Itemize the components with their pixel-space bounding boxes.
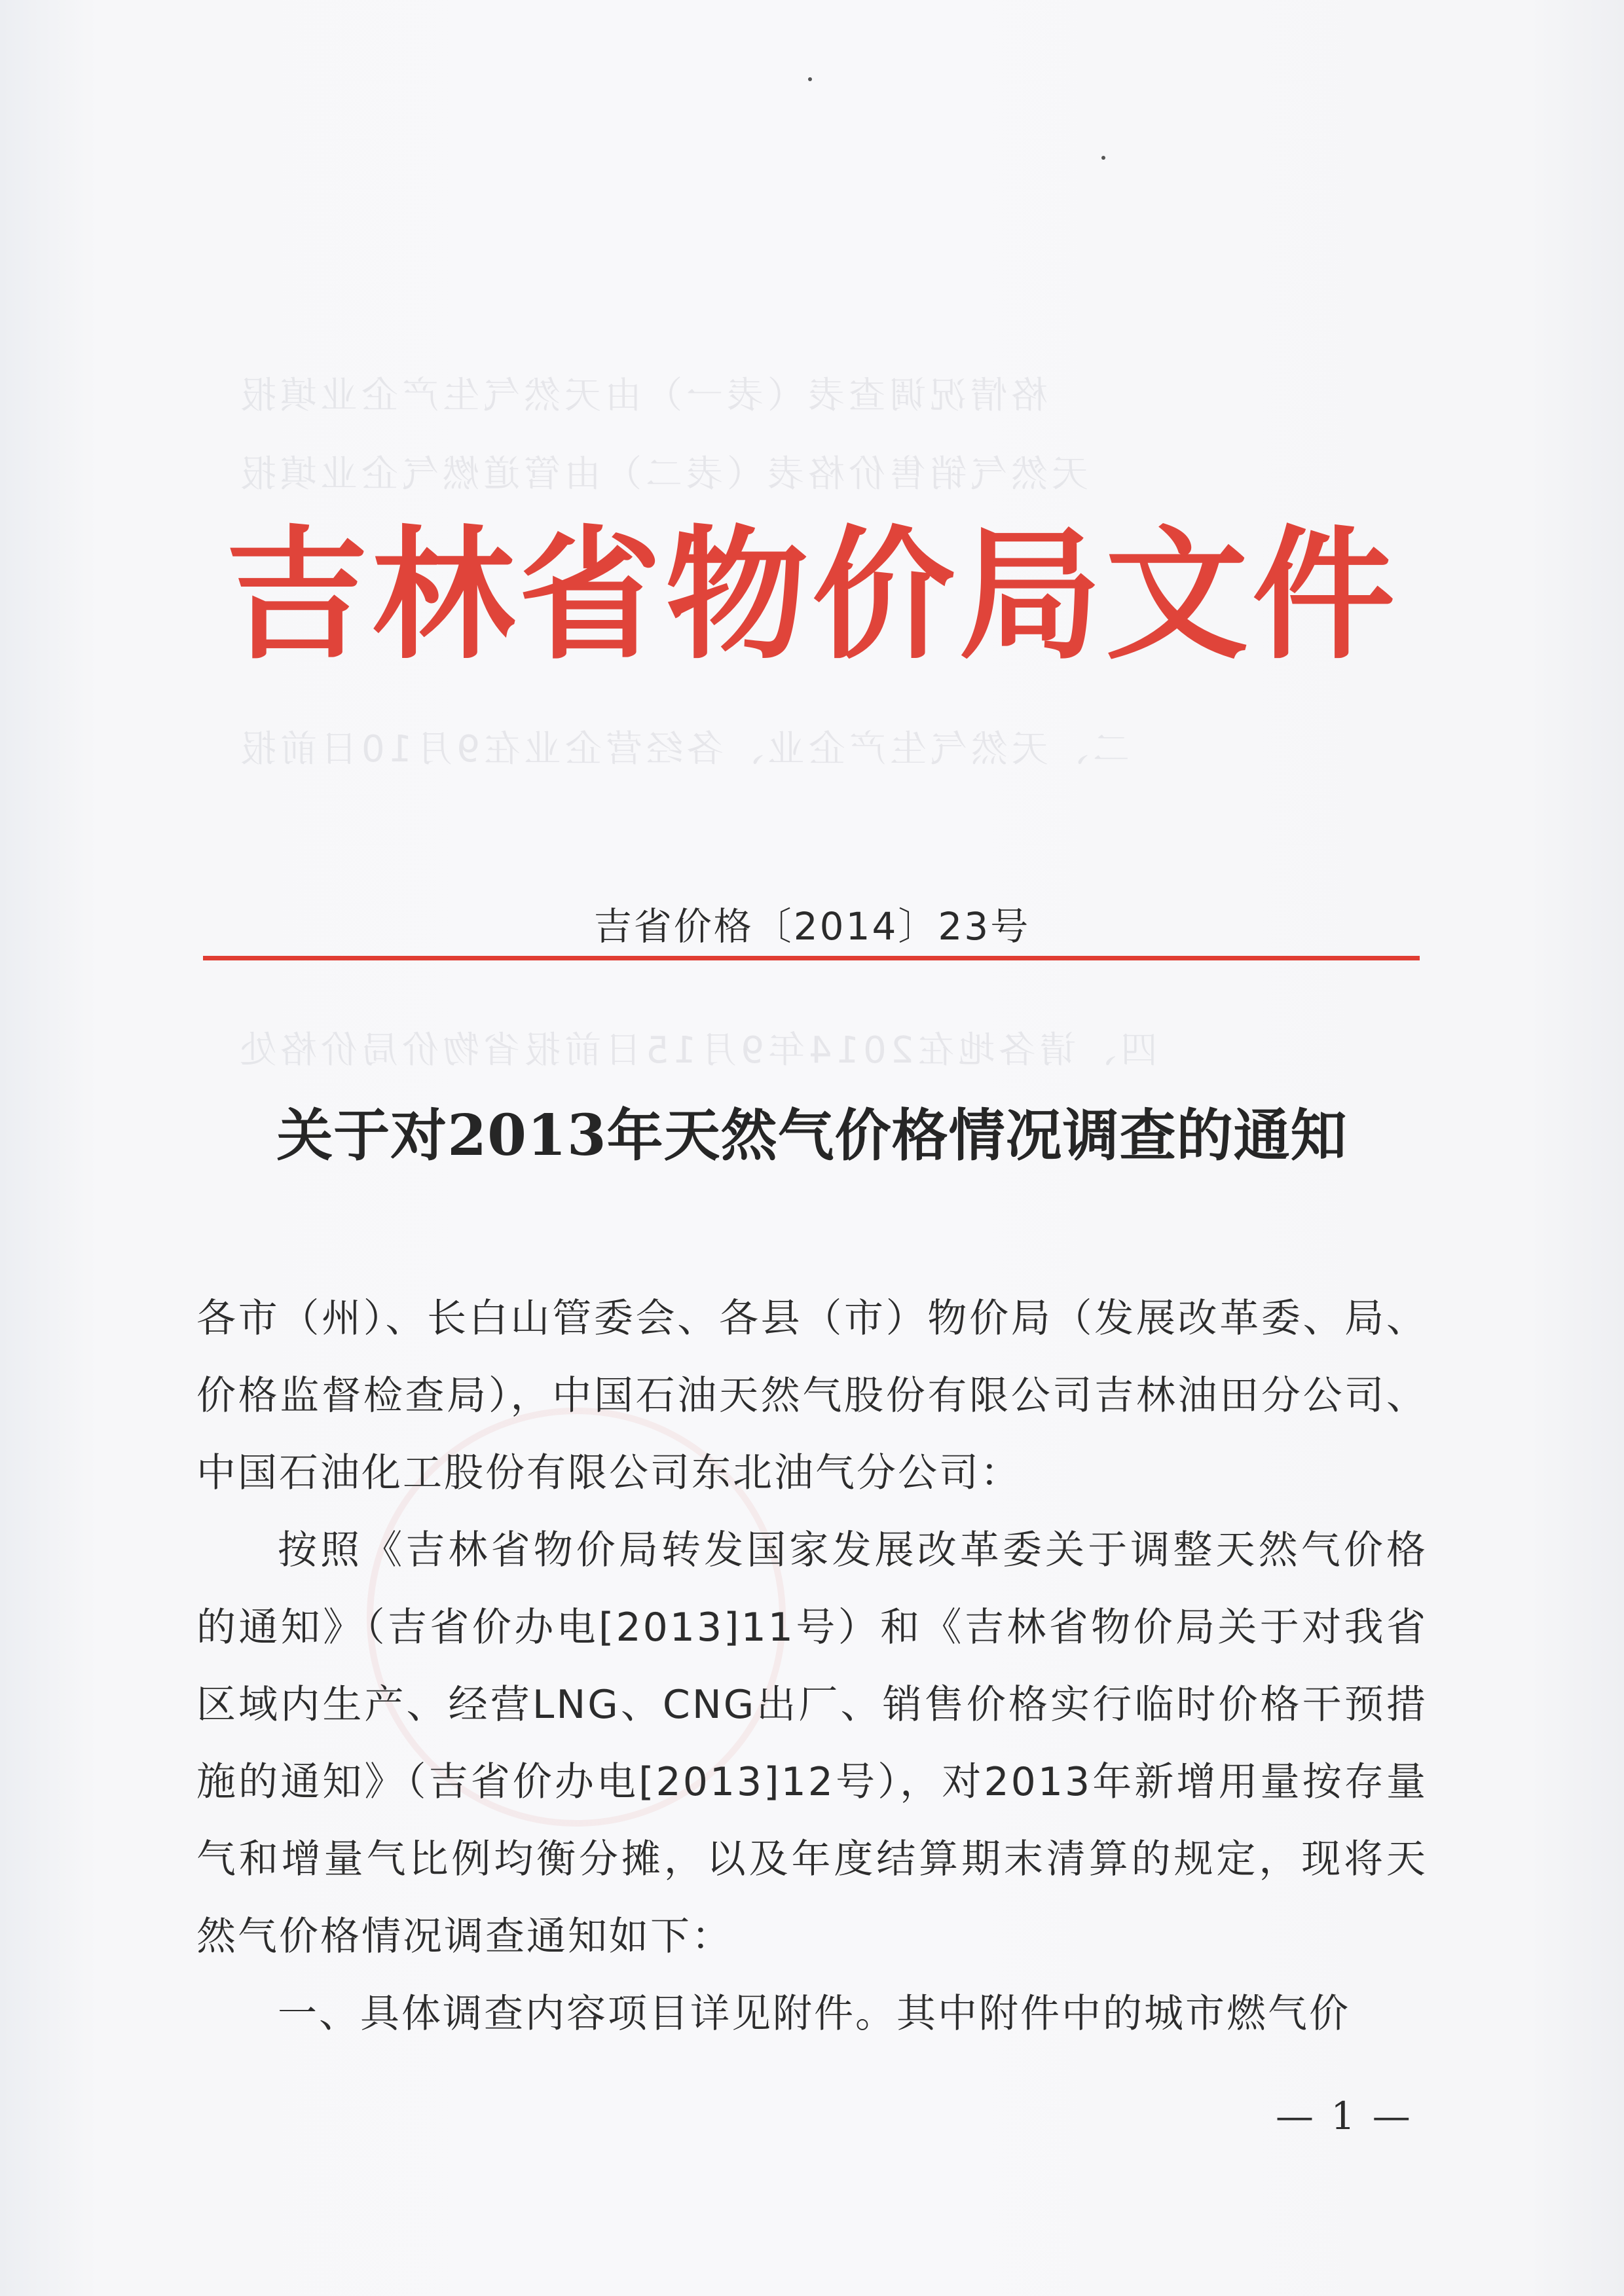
document-body [196,1280,1428,2052]
scan-speck [808,77,812,81]
bleed-through-text: 二、天然气生产企业、各经营企业在9月10日前报 [236,728,1130,771]
body-paragraph: 一、具体调查内容项目详见附件。其中附件中的城市燃气价 [278,1991,1350,2037]
body-paragraph: 按照《吉林省物价局转发国家发展改革委关于调整天然气价格的通知》（吉省价办电[2013]11号）和《吉林省物价局关于对我省区域内生产、经营LNG、CNG出厂、销售价格实行临时价格干预措施的通知》（吉省价办电[2013]12号），对2013年新增用量按存量气和增量气比例均衡分摊，以及年度结算期末清算的规定，现将天然气价格情况调查通知如下： [196,1527,1428,1959]
bleed-through-text: 天然气销售价格表（表二）由管道燃气企业填报 [236,453,1088,496]
red-divider-line [203,956,1420,960]
page-number: — 1 — [1276,2094,1413,2138]
scan-speck [1101,156,1105,160]
issuing-authority-header: 吉林省物价局文件 [225,511,1399,679]
addressee-paragraph: 各市（州）、长白山管委会、各县（市）物价局（发展改革委、局、价格监督检查局），中国石油天然气股份有限公司吉林油田分公司、中国石油化工股份有限公司东北油气分公司： [196,1296,1428,1496]
notice-title: 关于对2013年天然气价格情况调查的通知 [276,1102,1348,1169]
bleed-through-text: 四、请各地在2014年9月15日前报省物价局价格处 [236,1029,1158,1072]
document-number: 吉省价格〔2014〕23号 [593,904,1031,949]
bleed-through-text: 格情况调查表（表一）由天然气生产企业填报 [236,374,1048,417]
